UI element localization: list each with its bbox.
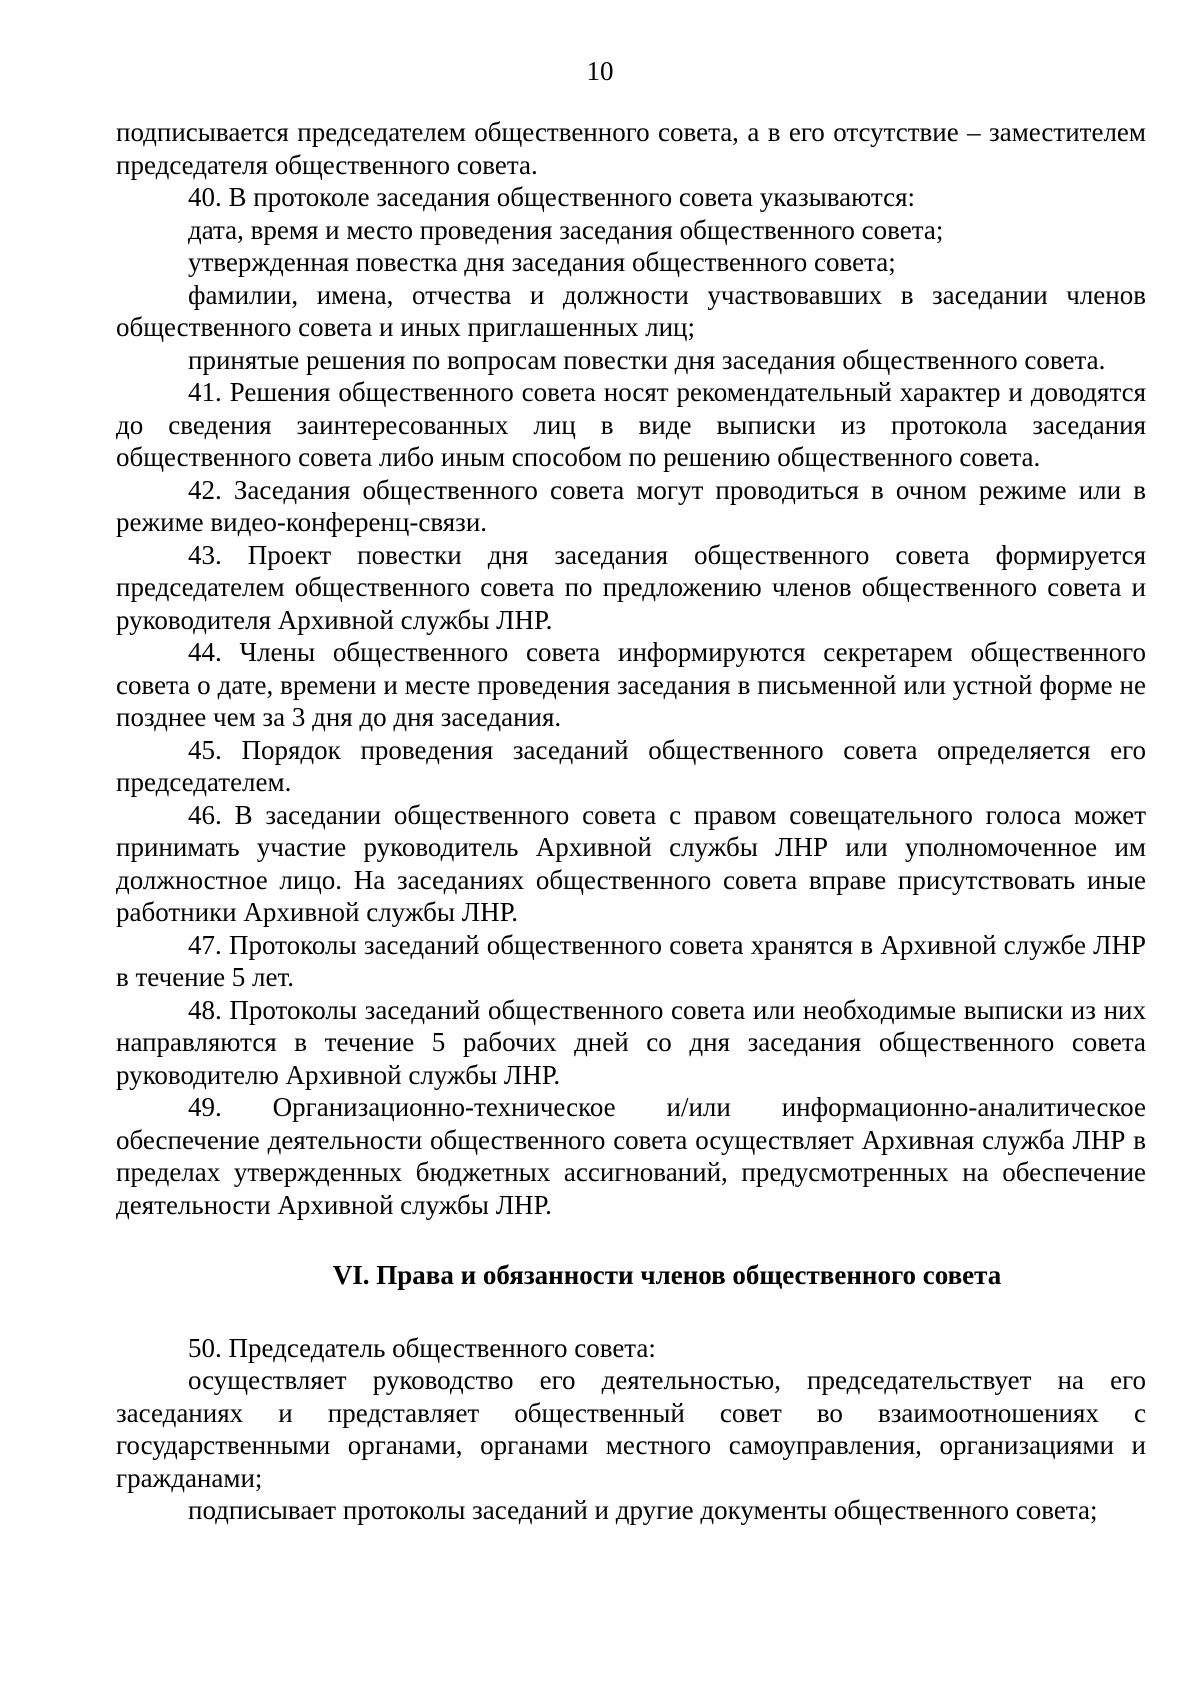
- paragraph-item-43: 43. Проект повестки дня заседания общественного совета формируется председателем общественного совета по предложению членов общественного совета и руководителя Архивной службы ЛНР.: [116, 539, 1146, 635]
- paragraph-subitem-participants: фамилии, имена, отчества и должности участвовавших в заседании членов общественного совета и иных приглашенных лиц;: [116, 279, 1146, 342]
- paragraph-item-47: 47. Протоколы заседаний общественного совета хранятся в Архивной службе ЛНР в течение 5 лет.: [116, 929, 1146, 992]
- paragraph-subitem-agenda: утвержденная повестка дня заседания общественного совета;: [188, 247, 896, 277]
- paragraph-item-45: 45. Порядок проведения заседаний общественного совета определяется его председателем.: [116, 734, 1146, 797]
- paragraph-item-49: 49. Организационно-техническое и/или информационно-аналитическое обеспечение деятельности общественного совета осуществляет Архивная служба ЛНР в пределах утвержденных бюджетных ассигнований, предусмотренных на обеспечение деятельности Архивной службы ЛНР.: [116, 1092, 1146, 1220]
- paragraph-item-44: 44. Члены общественного совета информируются секретарем общественного совета о дате, времени и месте проведения заседания в письменной или устной форме не позднее чем за 3 дня до дня заседания.: [116, 637, 1146, 732]
- paragraph-item-50: 50. Председатель общественного совета:: [188, 1332, 656, 1363]
- paragraph-item-46: 46. В заседании общественного совета с правом совещательного голоса может принимать участие руководитель Архивной службы ЛНР или уполномоченное им должностное лицо. На заседаниях общественного совета вправе присутствовать иные работники Архивной службы ЛНР.: [116, 799, 1146, 927]
- section-heading: VI. Права и обязанности членов общественного совета: [332, 1260, 1002, 1290]
- paragraph-subitem-date: дата, время и место проведения заседания общественного совета;: [188, 214, 944, 245]
- paragraph-subitem-signing: подписывает протоколы заседаний и другие документы общественного совета;: [188, 1495, 1098, 1525]
- document-body: [116, 116, 1146, 1527]
- paragraph-item-48: 48. Протоколы заседаний общественного совета или необходимые выписки из них направляются в течение 5 рабочих дней со дня заседания общественного совета руководителю Архивной службы ЛНР.: [116, 994, 1146, 1090]
- page-number: 10: [586, 56, 614, 86]
- paragraph-continuation: подписывается председателем общественного совета, а в его отсутствие – заместителем председателя общественного совета.: [116, 117, 1146, 180]
- paragraph-item-40: 40. В протоколе заседания общественного совета указываются:: [188, 182, 916, 212]
- paragraph-subitem-decisions: принятые решения по вопросам повестки дня заседания общественного совета.: [188, 344, 1106, 375]
- paragraph-item-42: 42. Заседания общественного совета могут проводиться в очном режиме или в режиме видео-конференц-связи.: [116, 474, 1146, 537]
- paragraph-subitem-leadership: осуществляет руководство его деятельностью, председательствует на его заседаниях и представляет общественный совет во взаимоотношениях с государственными органами, органами местного самоуправления, организациями и гражданами;: [116, 1365, 1146, 1493]
- paragraph-item-41: 41. Решения общественного совета носят рекомендательный характер и доводятся до сведения заинтересованных лиц в виде выписки из протокола заседания общественного совета либо иным способом по решению общественного совета.: [116, 377, 1146, 472]
